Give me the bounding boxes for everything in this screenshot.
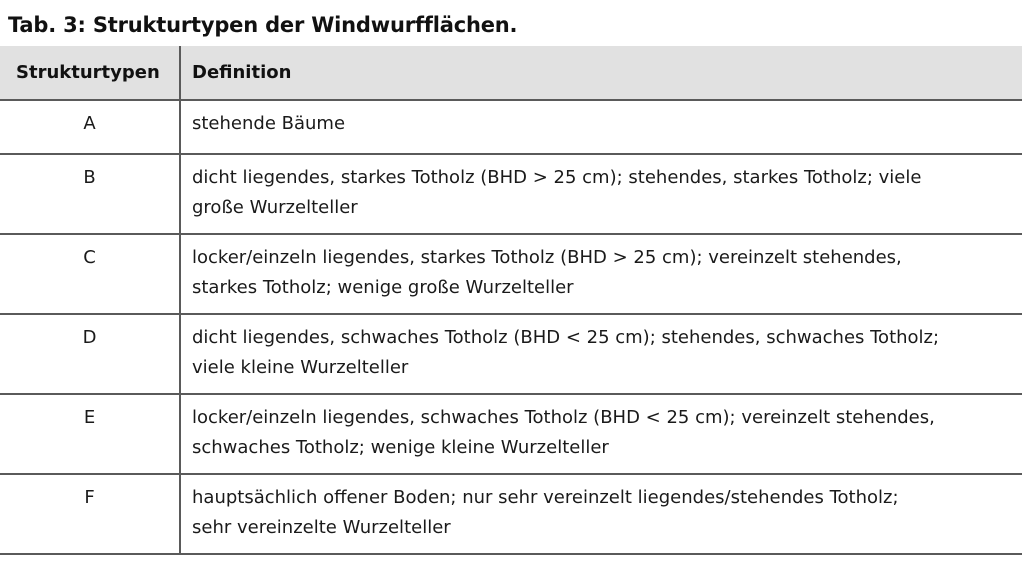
structure-type-cell: B xyxy=(0,154,180,234)
table-row-a xyxy=(0,100,1022,154)
definition-line: dicht liegendes, schwaches Totholz (BHD < 25 cm); stehendes, schwaches Totholz; xyxy=(192,327,940,348)
definition-line: locker/einzeln liegendes, starkes Totholz (BHD > 25 cm); vereinzelt stehendes, xyxy=(192,247,902,268)
structure-type-cell: F xyxy=(0,474,180,554)
structure-type-cell: E xyxy=(0,394,180,474)
column-header-structure-types: Strukturtypen xyxy=(0,46,180,100)
table-row-d xyxy=(0,314,1022,394)
definition-line: starkes Totholz; wenige große Wurzelteller xyxy=(192,277,574,298)
structure-types-table xyxy=(0,46,1022,555)
column-header-definition: Definition xyxy=(180,46,1022,100)
definition-line: große Wurzelteller xyxy=(192,197,358,218)
table-row-e xyxy=(0,394,1022,474)
definition-cell xyxy=(180,154,1022,234)
definition-cell xyxy=(180,394,1022,474)
structure-type-cell: D xyxy=(0,314,180,394)
header-row xyxy=(0,46,1022,100)
definition-line: hauptsächlich offener Boden; nur sehr vereinzelt liegendes/stehendes Totholz; xyxy=(192,487,899,508)
structure-type-cell: C xyxy=(0,234,180,314)
definition-line: schwaches Totholz; wenige kleine Wurzelteller xyxy=(192,437,609,458)
structure-type-cell: A xyxy=(0,100,180,154)
table-row-f xyxy=(0,474,1022,554)
definition-cell xyxy=(180,234,1022,314)
table-caption: Tab. 3: Strukturtypen der Windwurfflächen. xyxy=(8,13,518,37)
definition-line: sehr vereinzelte Wurzelteller xyxy=(192,517,451,538)
table-row-b xyxy=(0,154,1022,234)
definition-line: locker/einzeln liegendes, schwaches Totholz (BHD < 25 cm); vereinzelt stehendes, xyxy=(192,407,935,428)
definition-cell xyxy=(180,100,1022,154)
table-row-c xyxy=(0,234,1022,314)
definition-cell xyxy=(180,474,1022,554)
definition-cell xyxy=(180,314,1022,394)
definition-line: dicht liegendes, starkes Totholz (BHD > 25 cm); stehendes, starkes Totholz; viele xyxy=(192,167,922,188)
definition-line: viele kleine Wurzelteller xyxy=(192,357,409,378)
definition-line: stehende Bäume xyxy=(192,113,346,134)
